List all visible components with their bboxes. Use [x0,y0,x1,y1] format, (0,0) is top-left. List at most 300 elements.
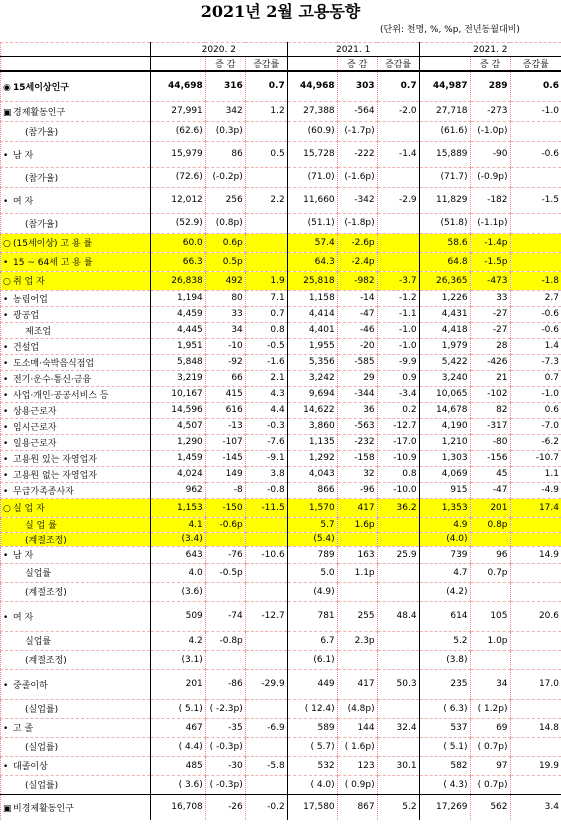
table-row [1,290,561,306]
value-cell [205,532,245,546]
table-row [1,252,561,271]
value-cell: -145 [205,450,245,466]
value-cell: 4,431 [419,306,470,322]
table-row [1,167,561,187]
value-cell: 1,226 [419,290,470,306]
value-cell: -80 [470,434,510,450]
table-row [1,631,561,650]
row-bullet-icon: • [3,612,9,623]
value-cell: (52.9) [150,213,205,233]
value-cell: -585 [337,354,377,370]
value-cell [245,252,287,271]
value-cell: -0.6p [205,517,245,532]
value-cell: 1,353 [419,498,470,517]
row-label-cell [1,650,151,669]
row-label: 제조업 [25,326,52,337]
header-period-3: 2021. 2 [419,43,561,57]
value-cell [377,213,419,233]
value-cell: -156 [470,450,510,466]
value-cell: 1,194 [150,290,205,306]
value-cell: 25,818 [287,271,337,290]
row-label-cell [1,306,151,322]
value-cell: ( 0.7p) [470,775,510,794]
row-label: 임시근로자 [13,422,57,433]
value-cell: 97 [470,756,510,775]
value-cell: -158 [337,450,377,466]
table-row [1,233,561,252]
value-cell: 5,422 [419,354,470,370]
table-row [1,718,561,737]
value-cell: 4,069 [419,466,470,482]
value-cell [377,563,419,582]
value-cell: -273 [470,101,510,121]
header-corner [1,43,151,57]
value-cell: 45 [470,466,510,482]
value-cell: 0.2 [377,402,419,418]
table-row [1,563,561,582]
row-label: 남 자 [13,551,34,561]
value-cell: 14.8 [510,718,561,737]
row-label: 여 자 [13,196,34,207]
row-label-cell [1,546,151,563]
value-cell: 643 [150,546,205,563]
value-cell: -1.0 [510,386,561,402]
value-cell [245,699,287,718]
table-row [1,187,561,213]
row-label-cell [1,271,151,290]
value-cell: -1.2 [377,290,419,306]
value-cell: 915 [419,482,470,498]
value-cell: 5,356 [287,354,337,370]
value-cell: ( 5.7) [287,737,337,756]
row-label: (실업률) [25,781,59,791]
value-cell: 4,418 [419,322,470,338]
row-bullet-icon: • [3,390,9,401]
value-cell: 0.5p [205,252,245,271]
value-cell: 1,153 [150,498,205,517]
value-cell: 4,401 [287,322,337,338]
row-label-cell [1,466,151,482]
value-cell: -5.8 [245,756,287,775]
value-cell: 417 [337,498,377,517]
value-cell: ( 12.4) [287,699,337,718]
value-cell: 1,570 [287,498,337,517]
value-cell: (4.9) [287,582,337,601]
table-row [1,338,561,354]
row-label: 15 ~ 64세 고 용 률 [13,258,93,268]
value-cell: 4,024 [150,466,205,482]
row-label-cell [1,756,151,775]
value-cell [377,699,419,718]
value-cell: 4,459 [150,306,205,322]
value-cell: 1.9 [245,271,287,290]
row-bullet-icon: ▣ [3,107,12,118]
table-row [1,482,561,498]
value-cell: -35 [205,718,245,737]
value-cell: 64.3 [287,252,337,271]
value-cell: -0.6 [510,306,561,322]
table-row [1,101,561,121]
value-cell: 10,167 [150,386,205,402]
value-cell [337,532,377,546]
value-cell: 17.0 [510,669,561,699]
value-cell: -2.0 [377,101,419,121]
value-cell: -10.0 [377,482,419,498]
value-cell: -10 [205,338,245,354]
row-bullet-icon: ○ [3,504,11,514]
value-cell: (-0.2p) [205,167,245,187]
value-cell [510,563,561,582]
value-cell: -9.9 [377,354,419,370]
table-row [1,699,561,718]
value-cell: 14,678 [419,402,470,418]
value-cell: 9,694 [287,386,337,402]
value-cell: -2.6p [337,233,377,252]
value-cell: -27 [470,322,510,338]
value-cell [377,737,419,756]
row-bullet-icon: • [3,258,9,268]
value-cell [245,582,287,601]
row-bullet-icon: • [3,724,9,734]
value-cell: 27,991 [150,101,205,121]
value-cell: 789 [287,546,337,563]
value-cell: 3,860 [287,418,337,434]
value-cell [245,517,287,532]
value-cell: -10.7 [510,450,561,466]
header-rate-1: 증감률 [245,57,287,72]
table-row [1,794,561,820]
header-level-2 [287,57,337,72]
value-cell: 616 [205,402,245,418]
value-cell: -1.1 [377,306,419,322]
value-cell: -47 [337,306,377,322]
row-label: 실 업 률 [25,521,57,531]
value-cell: 1,135 [287,434,337,450]
row-label-cell [1,252,151,271]
value-cell: 0.6p [205,233,245,252]
table-row [1,601,561,631]
row-label: 도소매·숙박음식점업 [13,358,95,369]
value-cell: 485 [150,756,205,775]
value-cell: (3.6) [150,582,205,601]
value-cell: -47 [470,482,510,498]
value-cell: (61.6) [419,121,470,141]
row-label-cell [1,354,151,370]
value-cell: 17,580 [287,794,337,820]
value-cell: 1.1 [510,466,561,482]
value-cell: 11,660 [287,187,337,213]
value-cell: 201 [470,498,510,517]
value-cell: -76 [205,546,245,563]
row-bullet-icon: • [3,454,9,465]
value-cell: 5.2 [419,631,470,650]
row-label: 상용근로자 [13,406,57,417]
row-bullet-icon: • [3,406,9,417]
value-cell: -1.5 [510,187,561,213]
value-cell: 532 [287,756,337,775]
value-cell: 1,290 [150,434,205,450]
value-cell: 36 [337,402,377,418]
value-cell: 25.9 [377,546,419,563]
value-cell: 15,979 [150,141,205,167]
table-row [1,370,561,386]
table-row [1,322,561,338]
row-label-cell [1,631,151,650]
value-cell [377,121,419,141]
value-cell: 163 [337,546,377,563]
row-label: 건설업 [13,342,40,353]
value-cell: 449 [287,669,337,699]
value-cell: 14.9 [510,546,561,563]
value-cell: 589 [287,718,337,737]
row-label: (계절조정) [25,656,67,666]
value-cell: 4.2 [150,631,205,650]
row-bullet-icon: • [3,762,9,772]
table-row [1,737,561,756]
value-cell: 1.4 [510,338,561,354]
value-cell: (72.6) [150,167,205,187]
row-bullet-icon: • [3,196,9,207]
value-cell: 0.7 [510,370,561,386]
value-cell: 316 [205,71,245,101]
row-label: 취 업 자 [13,277,45,287]
row-label-cell [1,450,151,466]
value-cell: 21 [470,370,510,386]
value-cell: -563 [337,418,377,434]
value-cell: -317 [470,418,510,434]
row-label-cell [1,418,151,434]
value-cell [377,233,419,252]
row-bullet-icon: • [3,422,9,433]
row-label-cell [1,582,151,601]
header-rate-2: 증감률 [377,57,419,72]
value-cell: 69 [470,718,510,737]
value-cell: -0.6 [510,322,561,338]
value-cell: -7.6 [245,434,287,450]
header-change-1: 증 감 [205,57,245,72]
value-cell: 342 [205,101,245,121]
row-label-cell [1,563,151,582]
row-label-cell [1,101,151,121]
value-cell: -426 [470,354,510,370]
row-label-cell [1,699,151,718]
value-cell: 201 [150,669,205,699]
value-cell: -10.9 [377,450,419,466]
row-label: 광공업 [13,310,40,321]
value-cell: ( 0.9p) [337,775,377,794]
header-period-1: 2020. 2 [150,43,287,57]
row-label-cell [1,402,151,418]
value-cell [205,650,245,669]
value-cell: (51.8) [419,213,470,233]
value-cell: (0.3p) [205,121,245,141]
value-cell: 34 [470,669,510,699]
value-cell: 123 [337,756,377,775]
value-cell: -6.2 [510,434,561,450]
header-level-3 [419,57,470,72]
employment-table [0,42,561,820]
value-cell: 1,292 [287,450,337,466]
row-label-cell [1,794,151,820]
value-cell: -12.7 [245,601,287,631]
value-cell: 7.1 [245,290,287,306]
value-cell: 10,065 [419,386,470,402]
table-row [1,434,561,450]
value-cell: -102 [470,386,510,402]
row-label: (계절조정) [25,588,67,598]
value-cell: 33 [205,306,245,322]
row-label: 중졸이하 [13,680,48,691]
header-level-1 [150,57,205,72]
row-label: (실업률) [25,705,59,715]
unit-note: (단위: 천명, %, %p, 전년동월대비) [380,25,520,35]
value-cell: 27,388 [287,101,337,121]
value-cell: 417 [337,669,377,699]
value-cell: ( 4.3) [419,775,470,794]
value-cell: 44,968 [287,71,337,101]
value-cell: 0.5 [245,141,287,167]
value-cell: 1,158 [287,290,337,306]
value-cell: -1.0 [377,338,419,354]
value-cell: 0.6 [510,71,561,101]
row-label-cell [1,141,151,167]
value-cell: 15,889 [419,141,470,167]
value-cell: -86 [205,669,245,699]
value-cell: -6.9 [245,718,287,737]
row-bullet-icon: • [3,294,9,305]
value-cell: (62.6) [150,121,205,141]
value-cell: -29.9 [245,669,287,699]
value-cell: -222 [337,141,377,167]
row-label-cell [1,434,151,450]
value-cell: 144 [337,718,377,737]
value-cell: -3.7 [377,271,419,290]
table-row [1,582,561,601]
table-row [1,306,561,322]
row-bullet-icon: • [3,680,9,691]
value-cell: (3.8) [419,650,470,669]
value-cell: 1.0p [470,631,510,650]
value-cell: 66.3 [150,252,205,271]
value-cell: 0.7p [470,563,510,582]
value-cell: 415 [205,386,245,402]
header-rate-3: 증감률 [510,57,561,72]
value-cell: 20.6 [510,601,561,631]
value-cell: -1.0 [510,101,561,121]
value-cell: -14 [337,290,377,306]
value-cell [377,517,419,532]
row-label-cell [1,213,151,233]
value-cell: -0.8 [245,482,287,498]
table-row [1,517,561,532]
value-cell: (5.4) [287,532,337,546]
row-label: (참가율) [25,173,59,184]
value-cell: 32.4 [377,718,419,737]
value-cell [510,699,561,718]
value-cell: 2.3p [337,631,377,650]
row-label-cell [1,737,151,756]
value-cell: ( 0.7p) [470,737,510,756]
value-cell: (4.8p) [337,699,377,718]
value-cell: 467 [150,718,205,737]
value-cell: 3.8 [245,466,287,482]
row-label-cell [1,718,151,737]
row-label: 농림어업 [13,294,48,305]
value-cell [377,631,419,650]
value-cell [337,650,377,669]
value-cell: 44,698 [150,71,205,101]
value-cell: 5.2 [377,794,419,820]
value-cell: 3,240 [419,370,470,386]
value-cell: 96 [470,546,510,563]
value-cell: -0.2 [245,794,287,820]
value-cell: 5.7 [287,517,337,532]
value-cell: -30 [205,756,245,775]
value-cell: 15,728 [287,141,337,167]
value-cell [377,650,419,669]
value-cell: -2.4p [337,252,377,271]
row-label: 비경제활동인구 [13,803,74,814]
value-cell: -473 [470,271,510,290]
row-label-cell [1,338,151,354]
row-label-cell [1,322,151,338]
row-label-cell [1,482,151,498]
value-cell: 1.2 [245,101,287,121]
value-cell: -1.4p [470,233,510,252]
value-cell: 562 [470,794,510,820]
value-cell: 537 [419,718,470,737]
value-cell: -92 [205,354,245,370]
value-cell: 1,210 [419,434,470,450]
value-cell: -1.6 [245,354,287,370]
value-cell: (51.1) [287,213,337,233]
value-cell: -7.3 [510,354,561,370]
value-cell [470,532,510,546]
value-cell: 4.7 [419,563,470,582]
value-cell: 4.9 [419,517,470,532]
value-cell [510,631,561,650]
value-cell: 86 [205,141,245,167]
value-cell: 26,365 [419,271,470,290]
value-cell: (-1.6p) [337,167,377,187]
value-cell [245,233,287,252]
value-cell: 4.1 [150,517,205,532]
value-cell: 80 [205,290,245,306]
value-cell: (3.1) [150,650,205,669]
value-cell [470,582,510,601]
value-cell: 0.8p [470,517,510,532]
value-cell: 2.7 [510,290,561,306]
row-bullet-icon: ○ [3,277,11,287]
value-cell [510,775,561,794]
value-cell: 34 [205,322,245,338]
value-cell: 866 [287,482,337,498]
value-cell: ( 4.4) [150,737,205,756]
table-row [1,386,561,402]
table-row [1,271,561,290]
value-cell [510,233,561,252]
value-cell: 0.9 [377,370,419,386]
value-cell [245,631,287,650]
row-bullet-icon: • [3,470,9,481]
row-label: 대졸이상 [13,762,48,772]
row-label-cell [1,187,151,213]
value-cell: 3.4 [510,794,561,820]
row-label-cell [1,775,151,794]
value-cell [245,775,287,794]
value-cell: 1,979 [419,338,470,354]
value-cell: 105 [470,601,510,631]
